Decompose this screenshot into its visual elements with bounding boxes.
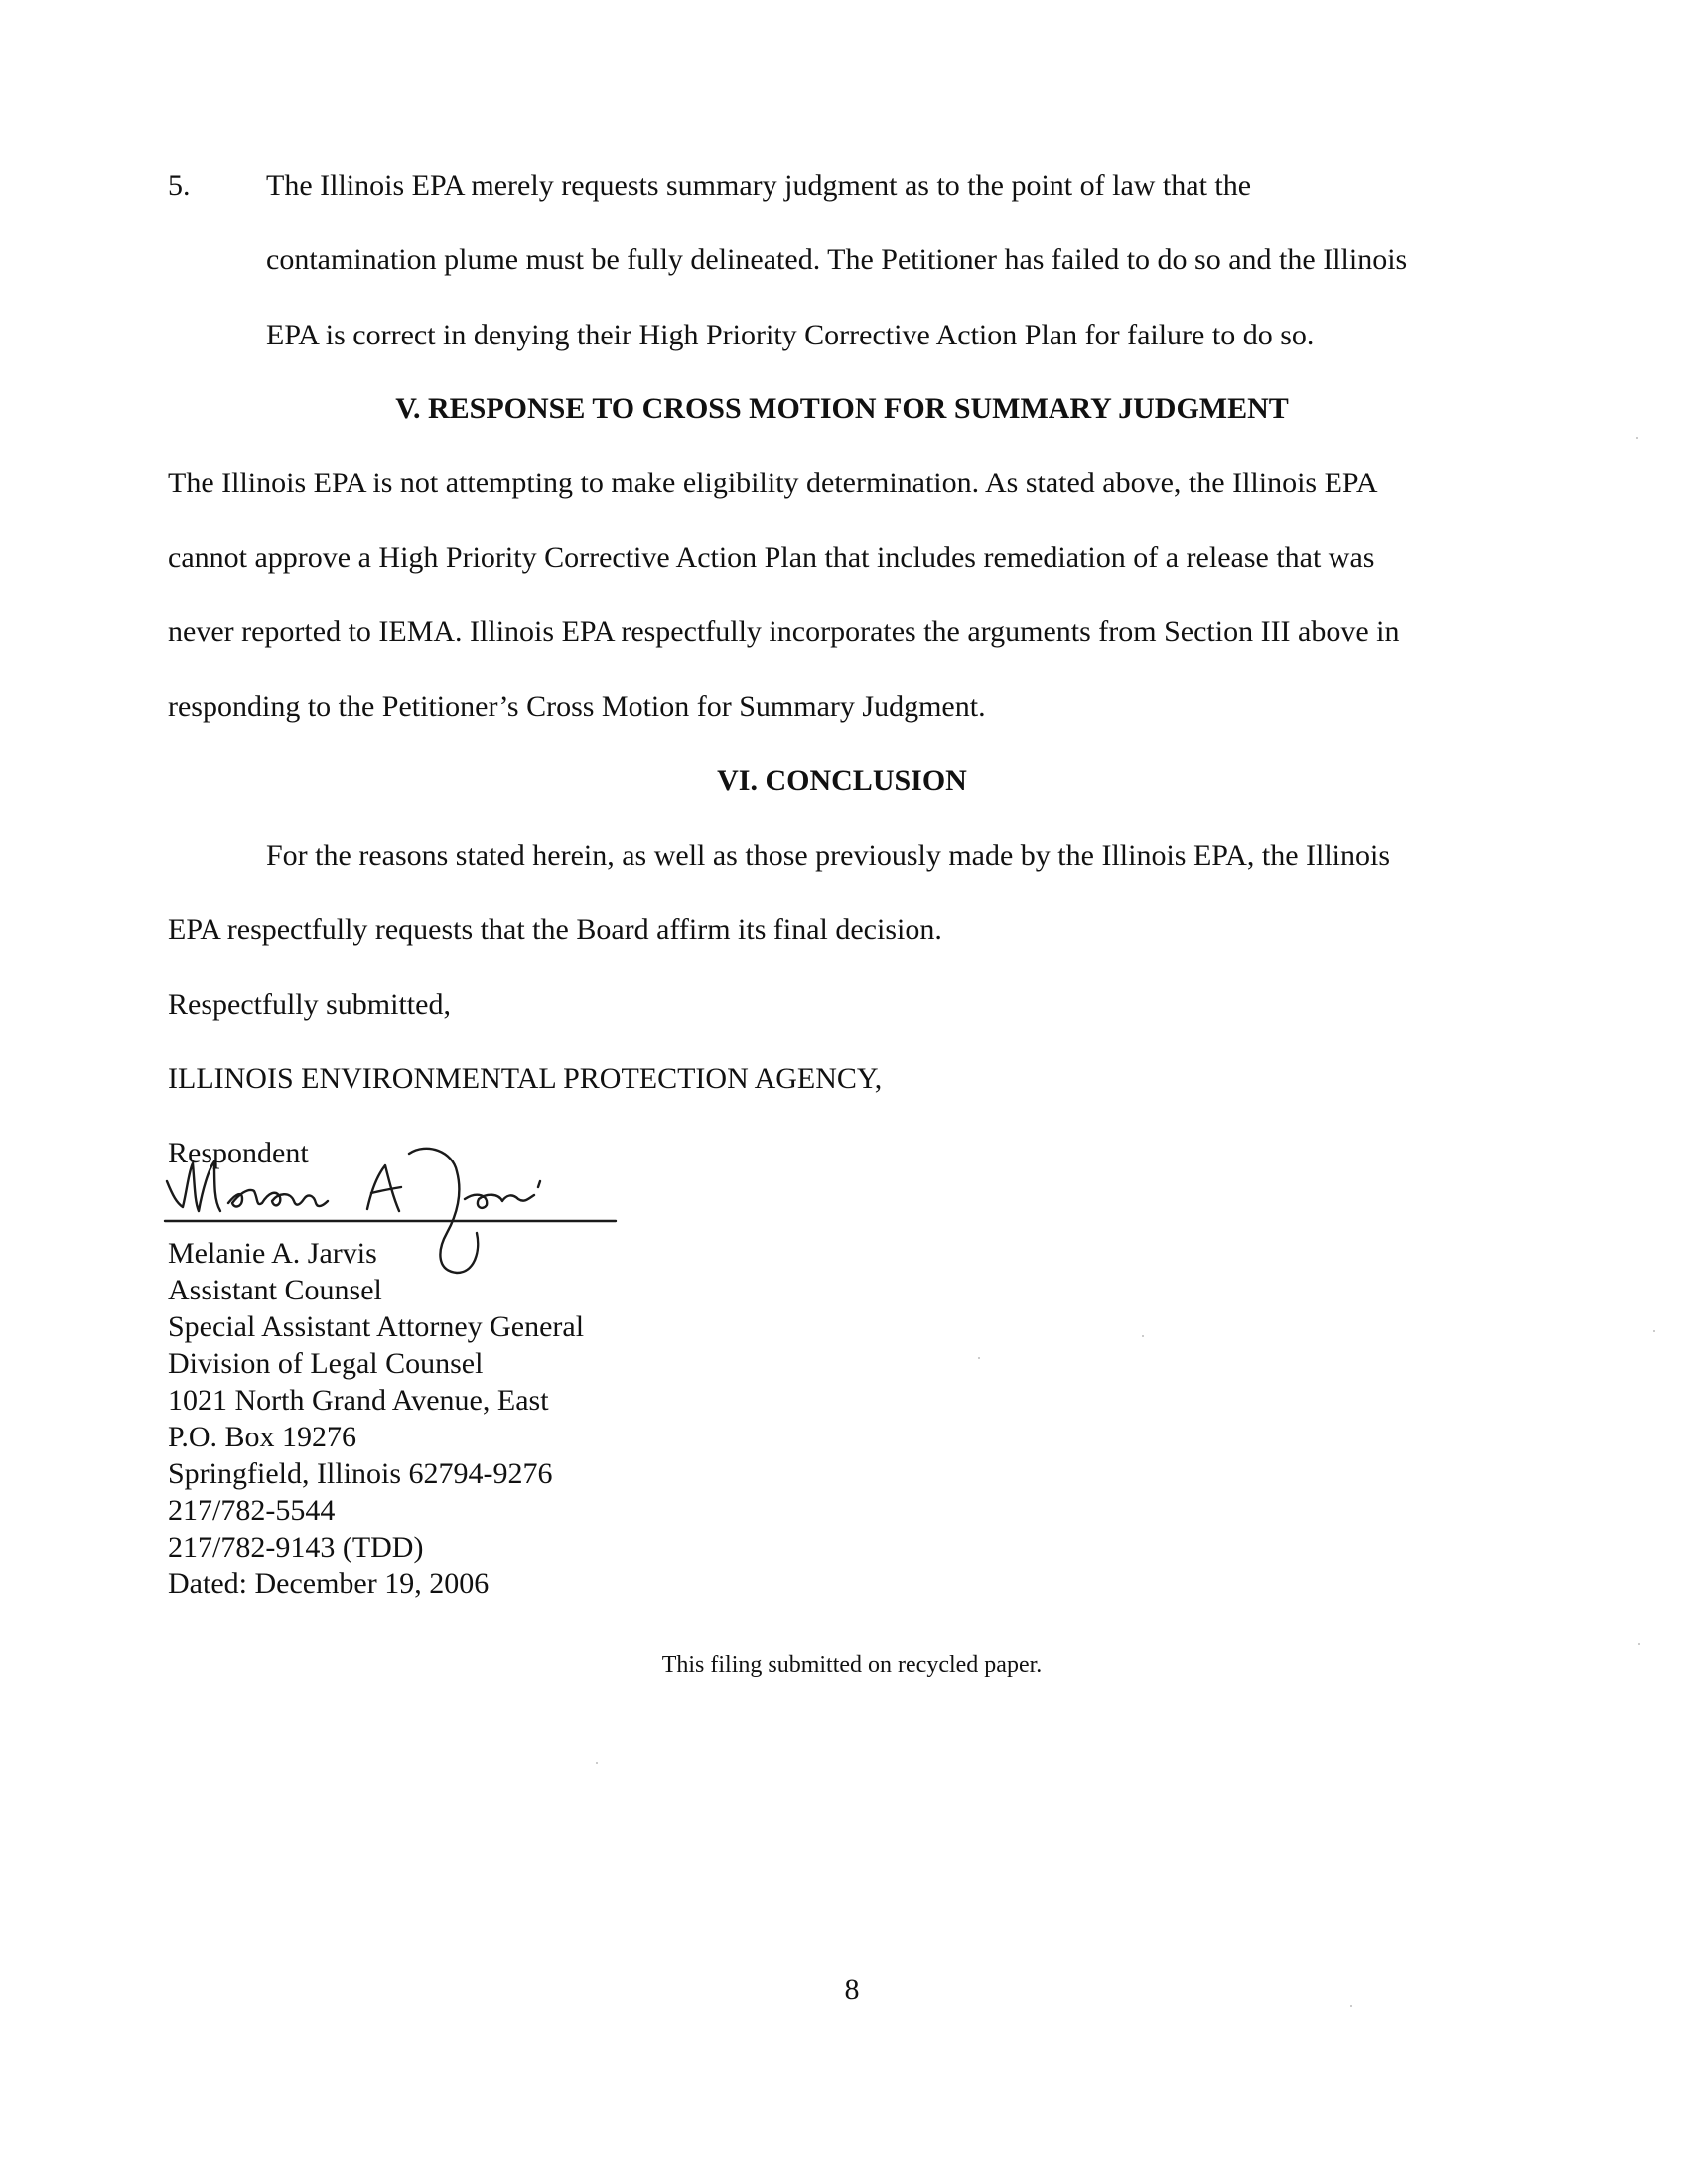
phone: 217/782-5544 [168,1494,336,1527]
city-state-zip: Springfield, Illinois 62794-9276 [168,1457,553,1490]
para5-line-1: The Illinois EPA merely requests summary judgment as to the point of law that the [266,169,1252,202]
para5-number: 5. [168,169,191,202]
scan-speck [1350,2005,1352,2007]
respondent-label: Respondent [168,1137,309,1169]
section5-line-3: never reported to IEMA. Illinois EPA respectfully incorporates the arguments from Section III above in [168,615,1400,648]
scan-speck [1636,437,1638,439]
page-number [0,1976,1684,2005]
para5-line-3: EPA is correct in denying their High Priority Corrective Action Plan for failure to do so. [266,319,1315,351]
page-number-text: 8 [844,1974,860,2006]
recycled-paper-note-text: This filing submitted on recycled paper. [661,1652,1043,1678]
section6-heading-text: VI. CONCLUSION [717,764,967,797]
scan-speck [1638,1643,1640,1645]
section6-line-1: For the reasons stated herein, as well as those previously made by the Illinois EPA, the Illinois [266,839,1391,872]
section5-line-4: responding to the Petitioner’s Cross Motion for Summary Judgment. [168,690,986,723]
division: Division of Legal Counsel [168,1347,484,1380]
street-address: 1021 North Grand Avenue, East [168,1384,549,1417]
scan-speck [978,1357,980,1359]
dated: Dated: December 19, 2006 [168,1568,490,1600]
signer-name: Melanie A. Jarvis [168,1237,377,1270]
recycled-paper-note [0,1653,1684,1677]
agency-name: ILLINOIS ENVIRONMENTAL PROTECTION AGENCY, [168,1062,883,1095]
section5-heading [0,394,1684,424]
signer-title-2: Special Assistant Attorney General [168,1310,585,1343]
respectfully-submitted: Respectfully submitted, [168,988,451,1021]
phone-tdd: 217/782-9143 (TDD) [168,1531,424,1564]
po-box: P.O. Box 19276 [168,1421,357,1453]
scan-speck [596,1762,598,1764]
para5-line-2: contamination plume must be fully delineated. The Petitioner has failed to do so and the Illinois [266,243,1408,276]
scan-speck [1142,1335,1144,1337]
section6-heading [0,766,1684,796]
section5-heading-text: V. RESPONSE TO CROSS MOTION FOR SUMMARY JUDGMENT [395,392,1289,425]
signer-title: Assistant Counsel [168,1274,382,1306]
section5-line-1: The Illinois EPA is not attempting to make eligibility determination. As stated above, the Illinois EPA [168,467,1378,499]
section5-line-2: cannot approve a High Priority Corrective Action Plan that includes remediation of a release that was [168,541,1375,574]
section6-line-2: EPA respectfully requests that the Board affirm its final decision. [168,913,942,946]
scan-speck [1653,1330,1655,1332]
